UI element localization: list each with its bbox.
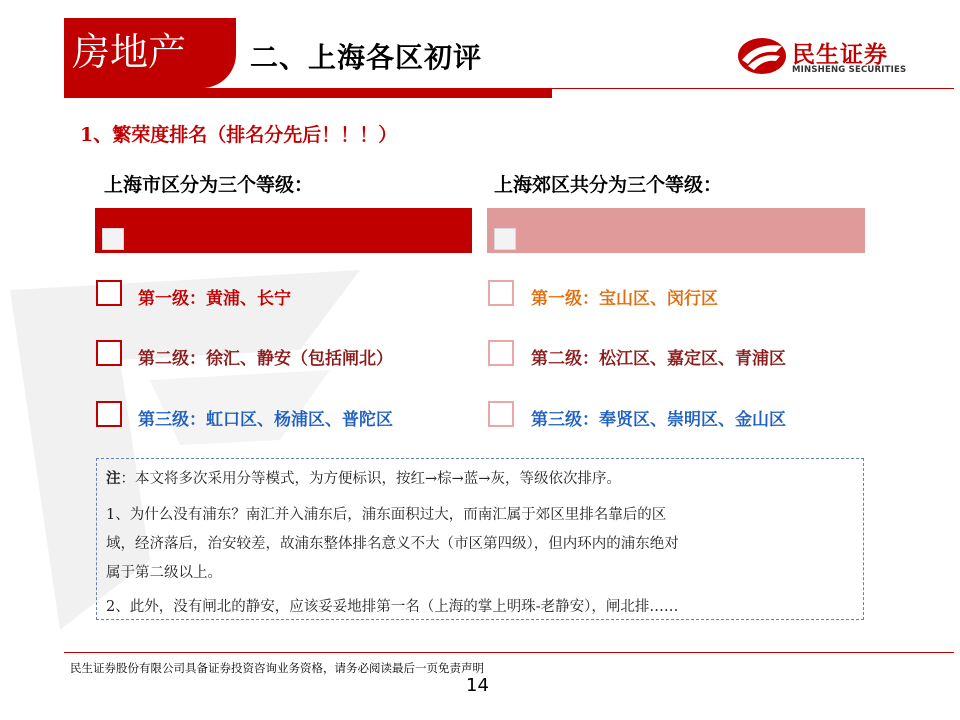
urban-header-bar: [95, 208, 472, 253]
page-title: 二、上海各区初评: [250, 41, 483, 74]
note-line-1: [106, 467, 621, 488]
suburb-header-bar: [487, 208, 865, 253]
note-line-1-text: ：本文将多次采用分等模式，为方便标识，按红→棕→蓝→灰，等级依次排序。: [120, 471, 621, 487]
suburb-tier3-checkbox: [488, 401, 514, 427]
note-line-4: 属于第二级以上。: [106, 565, 222, 581]
footer-disclaimer: 民生证券股份有限公司具备证券投资咨询业务资格，请务必阅读最后一页免责声明: [70, 661, 484, 675]
note-line-2: 1、为什么没有浦东？南汇并入浦东后，浦东面积过大，而南汇属于郊区里排名靠后的区: [106, 507, 667, 523]
suburb-tier3-text: 第三级：奉贤区、崇明区、金山区: [531, 410, 786, 430]
note-line-5: 2、此外，没有闸北的静安，应该妥妥地排第一名（上海的掌上明珠-老静安），闸北排……: [106, 599, 679, 615]
page-number: 14: [466, 675, 489, 696]
suburb-tier2-checkbox: [488, 340, 514, 366]
header-accent-bar: [64, 89, 552, 98]
urban-tier2-text: 第二级：徐汇、静安（包括闸北）: [138, 349, 393, 369]
suburb-bar-checkbox: [494, 228, 516, 250]
urban-tier2-checkbox: [96, 340, 122, 366]
urban-tier3-checkbox: [96, 401, 122, 427]
suburb-subtitle: 上海郊区共分为三个等级：: [494, 174, 723, 196]
suburb-tier1-text: 第一级：宝山区、闵行区: [531, 289, 718, 309]
minsheng-logo-icon: [736, 36, 788, 76]
urban-subtitle: 上海市区分为三个等级：: [104, 174, 314, 196]
urban-tier3-text: 第三级：虹口区、杨浦区、普陀区: [138, 410, 393, 430]
note-line-3: 域，经济落后，治安较差，故浦东整体排名意义不大（市区第四级），但内环内的浦东绝对: [106, 536, 679, 552]
logo-english-text: MINSHENG SECURITIES: [792, 65, 907, 75]
suburb-tier1-checkbox: [488, 280, 514, 306]
urban-tier1-checkbox: [96, 280, 122, 306]
section-tag: 房地产: [72, 30, 187, 74]
suburb-tier2-text: 第二级：松江区、嘉定区、青浦区: [531, 349, 786, 369]
footer-divider: [64, 652, 954, 653]
note-label: 注: [106, 470, 121, 487]
section-heading: 1、繁荣度排名（排名分先后！！！）: [80, 124, 398, 146]
logo-chinese-text: 民生证券: [792, 42, 888, 68]
urban-tier1-text: 第一级：黄浦、长宁: [138, 289, 291, 309]
urban-bar-checkbox: [102, 228, 124, 250]
